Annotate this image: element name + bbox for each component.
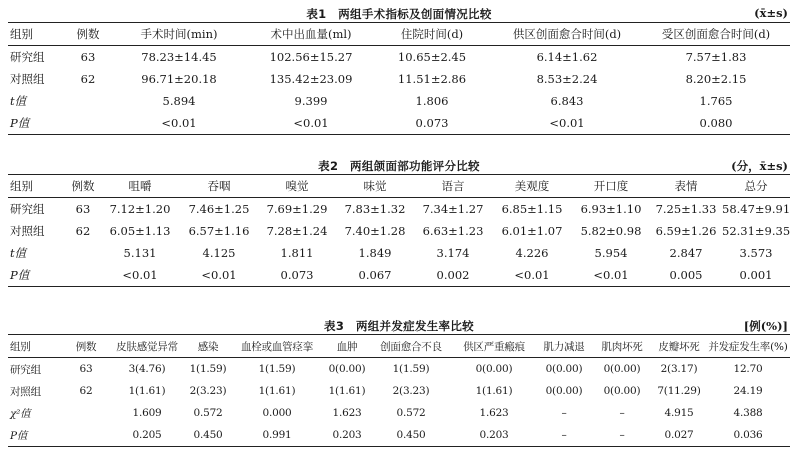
table-cell: 研究组 [10, 202, 45, 216]
header-cell: 组别 [10, 340, 31, 353]
header-cell: 手术时间(min) [140, 27, 218, 41]
header-cell: 美观度 [514, 179, 550, 193]
table-cell: 1.811 [280, 246, 314, 260]
table-3 [8, 316, 790, 447]
header-cell: 总分 [744, 179, 768, 193]
table-cell: 11.51±2.86 [397, 72, 467, 86]
table-cell: 5.131 [123, 246, 157, 260]
table-cell: <0.01 [293, 116, 329, 130]
table-cell: 对照组 [10, 385, 41, 398]
table-cell: P值 [10, 268, 30, 282]
table-cell: 0.991 [262, 429, 292, 441]
table-cell: 研究组 [10, 363, 41, 376]
table-1 [8, 4, 790, 135]
header-cell: 表情 [674, 179, 698, 193]
table-cell: 对照组 [10, 72, 45, 86]
header-cell: 例数 [76, 27, 100, 41]
header-cell: 血栓或血管痉挛 [240, 340, 314, 353]
table-cell: 2(3.23) [189, 385, 227, 397]
table-row [8, 264, 790, 286]
table-cell: 1.849 [358, 246, 392, 260]
table-cell: 7.34±1.27 [422, 202, 484, 216]
table-cell: 96.71±20.18 [141, 72, 217, 86]
bottom-rule [8, 286, 790, 287]
table-cell: 8.53±2.24 [536, 72, 598, 86]
table-cell: <0.01 [514, 268, 550, 282]
table-cell: 6.05±1.13 [109, 224, 171, 238]
table-row [8, 198, 790, 220]
table-cell: 6.01±1.07 [501, 224, 563, 238]
table-cell: 3(4.76) [128, 363, 166, 375]
header-cell: 例数 [75, 340, 97, 353]
table-cell: 0.203 [479, 429, 509, 441]
table-1-header-row [8, 23, 790, 45]
table-cell: 2(3.17) [660, 363, 698, 375]
table-cell: χ²值 [10, 407, 31, 420]
bottom-rule [8, 446, 790, 447]
table-cell: 对照组 [10, 224, 45, 238]
table-cell: P值 [10, 116, 30, 130]
table-row [8, 220, 790, 242]
table-row [8, 68, 790, 90]
table-cell: P值 [10, 429, 28, 442]
table-cell: 1(1.59) [189, 363, 227, 375]
table-row [8, 358, 790, 380]
table-cell: – [561, 429, 567, 441]
header-cell: 受区创面愈合时间(d) [661, 27, 771, 41]
header-cell: 嗅觉 [285, 179, 309, 193]
table-cell: <0.01 [161, 116, 197, 130]
table-cell: 52.31±9.35 [722, 224, 791, 238]
header-cell: 咀嚼 [128, 179, 152, 193]
table-cell: 78.23±14.45 [141, 50, 217, 64]
table-cell: 7.25±1.33 [655, 202, 717, 216]
table-cell: 7.46±1.25 [188, 202, 250, 216]
table-cell: 4.125 [202, 246, 236, 260]
table-cell: 62 [75, 224, 91, 238]
table-row [8, 242, 790, 264]
table-cell: 135.42±23.09 [269, 72, 353, 86]
header-cell: 味觉 [363, 179, 387, 193]
table-cell: 0(0.00) [545, 385, 583, 397]
table-cell: 7.57±1.83 [685, 50, 747, 64]
table-cell: <0.01 [122, 268, 158, 282]
table-row [8, 424, 790, 446]
table-cell: 7(11.29) [657, 385, 701, 397]
header-cell: 语言 [441, 179, 465, 193]
table-cell: 0.080 [699, 116, 733, 130]
table-cell: 5.954 [594, 246, 628, 260]
bottom-rule [8, 134, 790, 135]
table-2-title: 表2 两组颌面部功能评分比较 [318, 159, 480, 173]
table-3-header-row [8, 335, 790, 357]
header-cell: 供区严重瘢痕 [463, 340, 525, 353]
table-cell: 63 [79, 363, 93, 375]
table-cell: 6.57±1.16 [188, 224, 250, 238]
table-row [8, 402, 790, 424]
table-cell: – [561, 407, 567, 419]
header-cell: 并发症发生率(%) [708, 340, 788, 353]
header-cell: 皮瓣坏死 [658, 340, 700, 353]
table-2 [8, 156, 790, 287]
table-cell: 0.002 [436, 268, 470, 282]
table-cell: 0.001 [739, 268, 773, 282]
table-cell: 0.203 [332, 429, 362, 441]
table-cell: 1(1.61) [475, 385, 513, 397]
table-cell: t值 [10, 246, 27, 260]
table-cell: 7.69±1.29 [266, 202, 328, 216]
table-cell: 1(1.59) [392, 363, 430, 375]
table-cell: 0.450 [193, 429, 223, 441]
header-cell: 血肿 [336, 340, 358, 353]
table-cell: 6.59±1.26 [655, 224, 717, 238]
table-cell: 6.14±1.62 [536, 50, 598, 64]
table-cell: 24.19 [733, 385, 763, 397]
table-cell: 6.93±1.10 [580, 202, 642, 216]
table-cell: 0.572 [193, 407, 223, 419]
table-row [8, 90, 790, 112]
table-cell: 58.47±9.91 [722, 202, 791, 216]
header-cell: 组别 [10, 179, 33, 193]
header-cell: 肌肉坏死 [601, 340, 643, 353]
table-cell: 7.28±1.24 [266, 224, 328, 238]
table-cell: 63 [80, 50, 96, 64]
table-cell: 2.847 [669, 246, 703, 260]
header-cell: 创面愈合不良 [380, 340, 442, 353]
header-cell: 肌力减退 [543, 340, 585, 353]
table-row [8, 46, 790, 68]
table-cell: 1.623 [332, 407, 362, 419]
table-cell: 1.623 [479, 407, 509, 419]
header-cell: 吞咽 [207, 179, 231, 193]
table-cell: 1.765 [699, 94, 733, 108]
table-cell: 3.573 [739, 246, 773, 260]
table-cell: 5.894 [162, 94, 196, 108]
table-2-header-row [8, 175, 790, 197]
table-cell: <0.01 [593, 268, 629, 282]
table-cell: 62 [79, 385, 93, 397]
table-cell: 1(1.61) [328, 385, 366, 397]
table-cell: 研究组 [10, 50, 45, 64]
table-cell: 62 [80, 72, 96, 86]
table-cell: 7.83±1.32 [344, 202, 406, 216]
table-cell: 63 [75, 202, 91, 216]
table-row [8, 112, 790, 134]
table-1-title: 表1 两组手术指标及创面情况比较 [306, 7, 492, 21]
header-cell: 例数 [71, 179, 95, 193]
table-cell: 3.174 [436, 246, 470, 260]
table-cell: 1(1.59) [258, 363, 296, 375]
table-cell: 8.20±2.15 [685, 72, 747, 86]
table-cell: 5.82±0.98 [580, 224, 642, 238]
table-cell: – [619, 407, 625, 419]
table-cell: 7.12±1.20 [109, 202, 171, 216]
header-cell: 术中出血量(ml) [270, 27, 352, 41]
table-cell: 0(0.00) [603, 363, 641, 375]
table-cell: 10.65±2.45 [397, 50, 467, 64]
table-cell: 0.572 [396, 407, 426, 419]
header-cell: 住院时间(d) [400, 27, 464, 41]
table-cell: 0.073 [415, 116, 449, 130]
table-cell: 102.56±15.27 [269, 50, 353, 64]
table-cell: 6.843 [550, 94, 584, 108]
table-cell: 6.63±1.23 [422, 224, 484, 238]
table-cell: 4.388 [733, 407, 763, 419]
table-3-title: 表3 两组并发症发生率比较 [324, 319, 474, 333]
header-cell: 开口度 [593, 179, 629, 193]
table-cell: <0.01 [549, 116, 585, 130]
table-cell: 0.000 [262, 407, 292, 419]
table-cell: 6.85±1.15 [501, 202, 563, 216]
table-cell: 2(3.23) [392, 385, 430, 397]
table-1-unit: (x̄±s) [754, 6, 788, 20]
table-cell: 12.70 [733, 363, 763, 375]
table-cell: 4.915 [664, 407, 694, 419]
table-cell: 1(1.61) [258, 385, 296, 397]
table-cell: 0.073 [280, 268, 314, 282]
table-cell: <0.01 [201, 268, 237, 282]
header-cell: 供区创面愈合时间(d) [512, 27, 622, 41]
table-cell: 0.005 [669, 268, 703, 282]
table-cell: 0.205 [132, 429, 162, 441]
table-cell: 0(0.00) [603, 385, 641, 397]
header-cell: 皮肤感觉异常 [116, 340, 178, 353]
table-2-unit: (分，x̄±s) [731, 159, 788, 173]
table-cell: 1(1.61) [128, 385, 166, 397]
table-cell: 1.609 [132, 407, 162, 419]
table-cell: 0.450 [396, 429, 426, 441]
table-cell: 0(0.00) [328, 363, 366, 375]
table-cell: 0.036 [733, 429, 763, 441]
table-cell: 0(0.00) [475, 363, 513, 375]
header-cell: 感染 [197, 340, 219, 353]
table-cell: 9.399 [294, 94, 328, 108]
table-3-unit: [例(%)] [743, 319, 788, 333]
table-cell: t值 [10, 94, 27, 108]
table-row [8, 380, 790, 402]
table-cell: 4.226 [515, 246, 549, 260]
table-cell: 0.067 [358, 268, 392, 282]
table-cell: – [619, 429, 625, 441]
table-cell: 0(0.00) [545, 363, 583, 375]
table-cell: 1.806 [415, 94, 449, 108]
table-cell: 0.027 [664, 429, 694, 441]
header-cell: 组别 [10, 27, 33, 41]
table-cell: 7.40±1.28 [344, 224, 406, 238]
